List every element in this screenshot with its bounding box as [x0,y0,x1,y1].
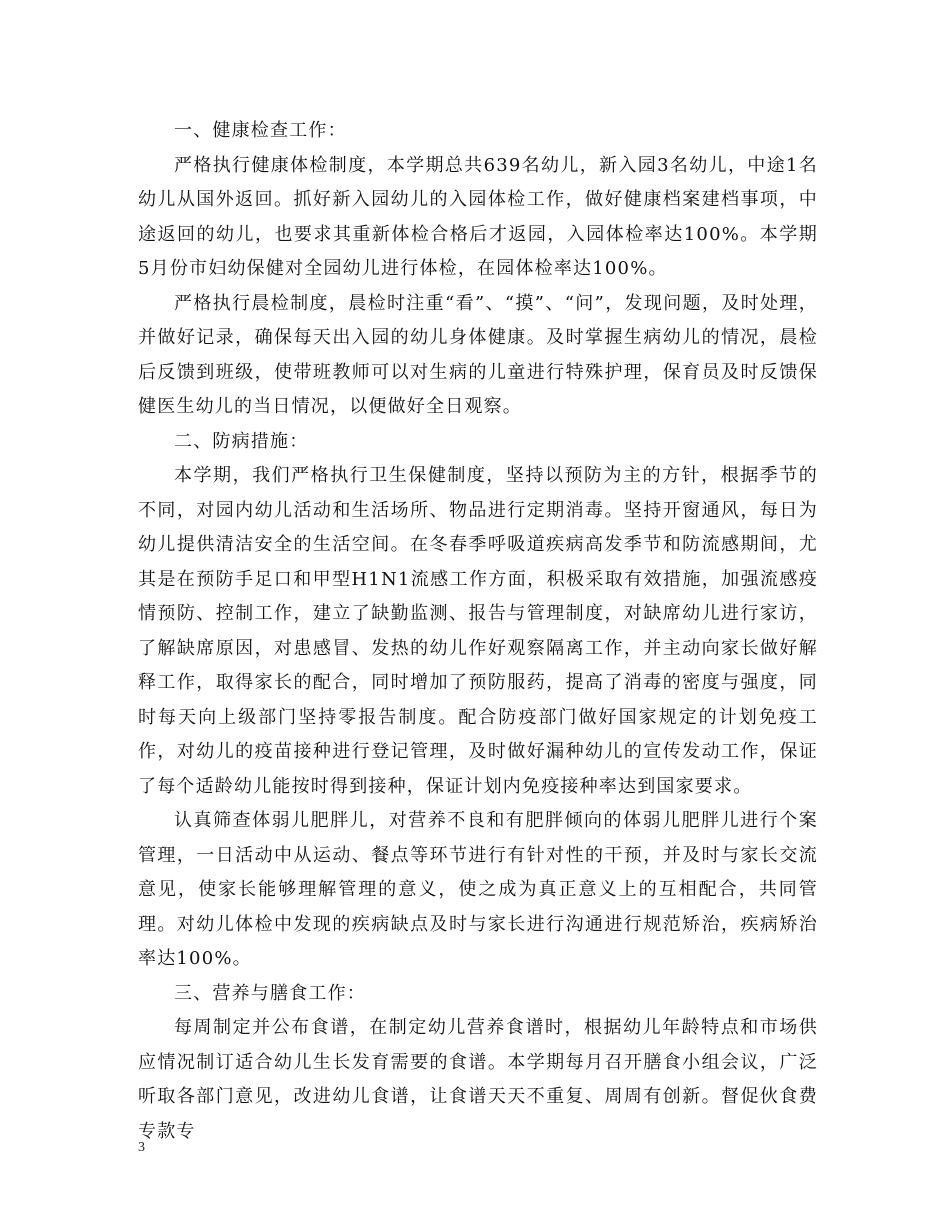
page-number: 3 [138,1140,145,1155]
paragraph-weekly-menu: 每周制定并公布食谱，在制定幼儿营养食谱时，根据幼儿年龄特点和市场供应情况制订适合幼儿生长发育需要的食谱。本学期每月召开膳食小组会议，广泛听取各部门意见，改进幼儿食谱，让食谱天天不重复、周周有创新。督促伙食费专款专 [138,1017,818,1142]
section-heading-health-check: 一、健康检查工作： [174,120,347,141]
paragraph-weak-obese-children: 认真筛查体弱儿肥胖儿，对营养不良和有肥胖倾向的体弱儿肥胖儿进行个案管理，一日活动中从运动、餐点等环节进行有针对性的干预，并及时与家长交流意见，使家长能够理解管理的意义，使之成为真正意义上的互相配合，共同管理。对幼儿体检中发现的疾病缺点及时与家长进行沟通进行规范矫治，疾病矫治率达100%。 [138,810,818,969]
section-heading-disease-prevention: 二、防病措施： [174,430,309,452]
paragraph-physical-exam: 严格执行健康体检制度，本学期总共639名幼儿，新入园3名幼儿，中途1名幼儿从国外返回。抓好新入园幼儿的入园体检工作，做好健康档案建档事项，中途返回的幼儿，也要求其重新体检合格后才返园，入园体检率达100%。本学期5月份市妇幼保健对全园幼儿进行体检，在园体检率达100%。 [138,154,818,279]
paragraph-prevention-measures: 本学期，我们严格执行卫生保健制度，坚持以预防为主的方针，根据季节的不同，对园内幼儿活动和生活场所、物品进行定期消毒。坚持开窗通风，每日为幼儿提供清洁安全的生活空间。在冬春季呼吸道疾病高发季节和防流感期间，尤其是在预防手足口和甲型H1N1流感工作方面，积极采取有效措施，加强流感疫情预防、控制工作，建立了缺勤监测、报告与管理制度，对缺席幼儿进行家访，了解缺席原因，对患感冒、发热的幼儿作好观察隔离工作，并主动向家长做好解释工作，取得家长的配合，同时增加了预防服药，提高了消毒的密度与强度，同时每天向上级部门坚持零报告制度。配合防疫部门做好国家规定的计划免疫工作，对幼儿的疫苗接种进行登记管理，及时做好漏种幼儿的宣传发动工作，保证了每个适龄幼儿能按时得到接种，保证计划内免疫接种率达到国家要求。 [138,465,818,797]
document-body [138,114,818,1149]
paragraph-morning-check: 严格执行晨检制度，晨检时注重“看”、“摸”、“问”，发现问题，及时处理，并做好记录，确保每天出入园的幼儿身体健康。及时掌握生病幼儿的情况，晨检后反馈到班级，使带班教师可以对生病的儿童进行特殊护理，保育员及时反馈保健医生幼儿的当日情况，以便做好全日观察。 [138,292,818,417]
section-heading-nutrition: 三、营养与膳食工作： [174,982,366,1004]
